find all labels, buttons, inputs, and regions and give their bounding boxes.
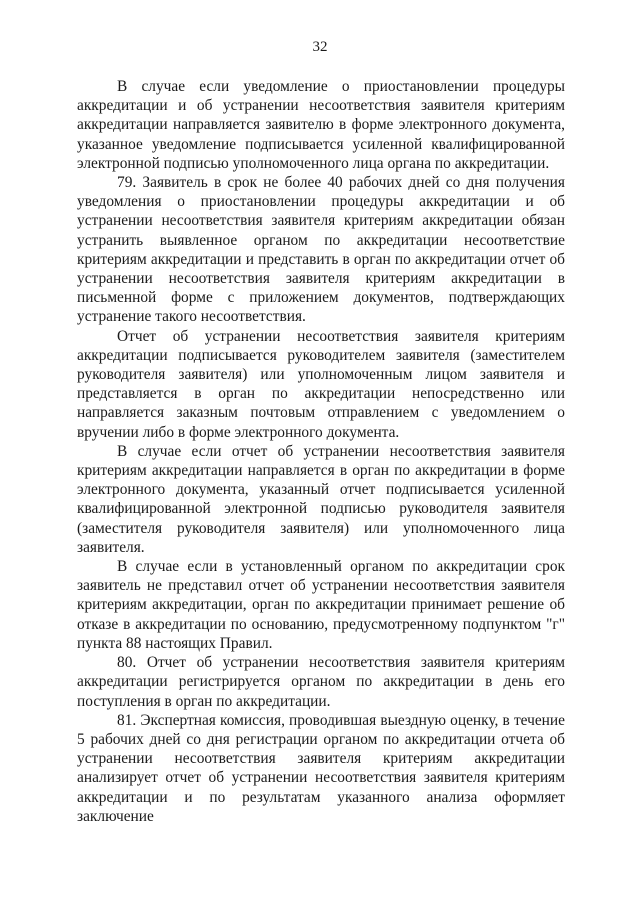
paragraph-report-signing: Отчет об устранении несоответствия заявителя критериям аккредитации подписывается руководителем заявителя (заместителем руководителя заявителя) или уполномоченным лицом заявителя и представляется в орган по аккредитации непосредственно или направляется заказным почтовым отправлением с уведомлением о вручении либо в форме электронного документа. (77, 327, 565, 441)
paragraph-81: 81. Экспертная комиссия, проводившая выездную оценку, в течение 5 рабочих дней со дня регистрации органом по аккредитации отчета об устранении несоответствия заявителя критериям аккредитации анализирует отчет об устранении несоответствия заявителя критериям аккредитации и по результатам указанного анализа оформляет заключение (77, 711, 565, 825)
paragraph-notice-electronic: В случае если уведомление о приостановлении процедуры аккредитации и об устранении несоответствия заявителя критериям аккредитации направляется заявителю в форме электронного документа, указанное уведомление подписывается усиленной квалифицированной электронной подписью уполномоченного лица органа по аккредитации. (77, 78, 565, 172)
paragraph-79: 79. Заявитель в срок не более 40 рабочих дней со дня получения уведомления о приостановлении процедуры аккредитации и об устранении несоответствия заявителя критериям аккредитации обязан устранить выявленное органом по аккредитации несоответствие критериям аккредитации и представить в орган по аккредитации отчет об устранении несоответствия заявителя критериям аккредитации в письменной форме с приложением документов, подтверждающих устранение такого несоответствия. (77, 174, 565, 326)
document-body (77, 77, 565, 826)
paragraph-80: 80. Отчет об устранении несоответствия заявителя критериям аккредитации регистрируется органом по аккредитации в день его поступления в орган по аккредитации. (77, 654, 565, 710)
page-number: 32 (312, 39, 328, 55)
paragraph-report-electronic: В случае если отчет об устранении несоответствия заявителя критериям аккредитации направляется в орган по аккредитации в форме электронного документа, указанный отчет подписывается усиленной квалифицированной электронной подписью руководителя заявителя (заместителя руководителя заявителя) или уполномоченного лица заявителя. (77, 442, 565, 556)
paragraph-report-not-submitted: В случае если в установленный органом по аккредитации срок заявитель не представил отчет об устранении несоответствия заявителя критериям аккредитации, орган по аккредитации принимает решение об отказе в аккредитации по основанию, предусмотренному подпунктом "г" пункта 88 настоящих Правил. (77, 558, 565, 652)
